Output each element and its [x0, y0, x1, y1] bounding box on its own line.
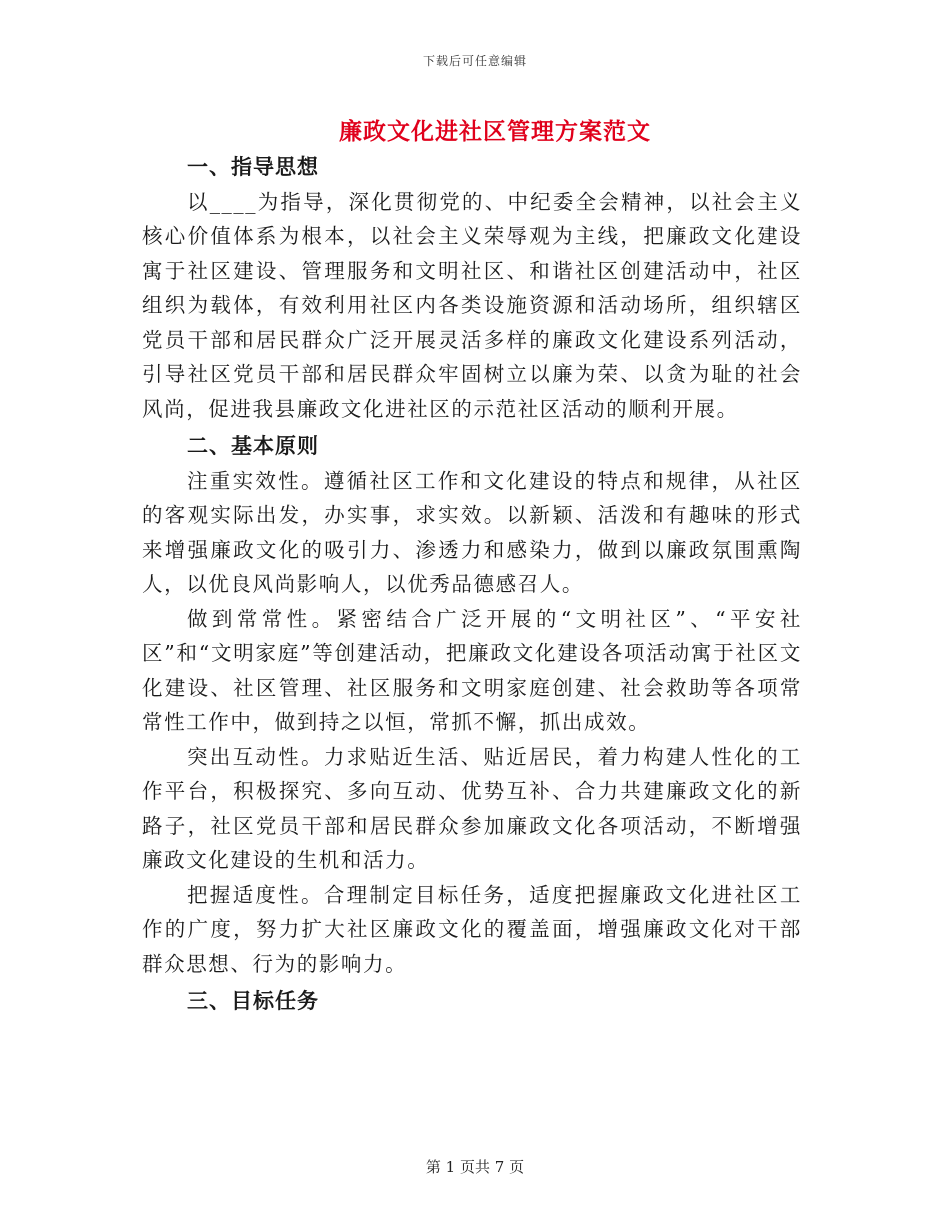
- paragraph-interactivity: 突出互动性。力求贴近生活、贴近居民，着力构建人性化的工作平台，积极探究、多向互动、优势互补、合力共建廉政文化的新路子，社区党员干部和居民群众参加廉政文化各项活动，不断增强廉政文化建设的生机和活力。: [142, 744, 802, 872]
- page-footer: 第 1 页共 7 页: [425, 1158, 525, 1176]
- page-header: 下载后可任意编辑: [422, 54, 527, 68]
- document-body: [142, 150, 802, 1019]
- paragraph-guiding-ideology: 以____为指导，深化贯彻党的、中纪委全会精神，以社会主义核心价值体系为根本，以社会主义荣辱观为主线，把廉政文化建设寓于社区建设、管理服务和文明社区、和谐社区创建活动中，社区组织为载体，有效利用社区内各类设施资源和活动场所，组织辖区党员干部和居民群众广泛开展灵活多样的廉政文化建设系列活动，引导社区党员干部和居民群众牢固树立以廉为荣、以贪为耻的社会风尚，促进我县廉政文化进社区的示范社区活动的顺利开展。: [142, 189, 802, 421]
- section-heading-guiding-ideology: 一、指导思想: [187, 154, 319, 179]
- paragraph-regularity: 做到常常性。紧密结合广泛开展的“文明社区”、“平安社区”和“文明家庭”等创建活动，把廉政文化建设各项活动寓于社区文化建设、社区管理、社区服务和文明家庭创建、社会救助等各项常常性工作中，做到持之以恒，常抓不懈，抓出成效。: [142, 606, 802, 734]
- paragraph-effectiveness: 注重实效性。遵循社区工作和文化建设的特点和规律，从社区的客观实际出发，办实事，求实效。以新颖、活泼和有趣味的形式来增强廉政文化的吸引力、渗透力和感染力，做到以廉政氛围熏陶人，以优良风尚影响人，以优秀品德感召人。: [142, 468, 802, 596]
- section-heading-goals-tasks: 三、目标任务: [187, 988, 319, 1013]
- paragraph-moderation: 把握适度性。合理制定目标任务，适度把握廉政文化进社区工作的广度，努力扩大社区廉政文化的覆盖面，增强廉政文化对干部群众思想、行为的影响力。: [142, 882, 802, 976]
- section-heading-basic-principles: 二、基本原则: [187, 433, 319, 458]
- document-title: 廉政文化进社区管理方案范文: [339, 118, 651, 145]
